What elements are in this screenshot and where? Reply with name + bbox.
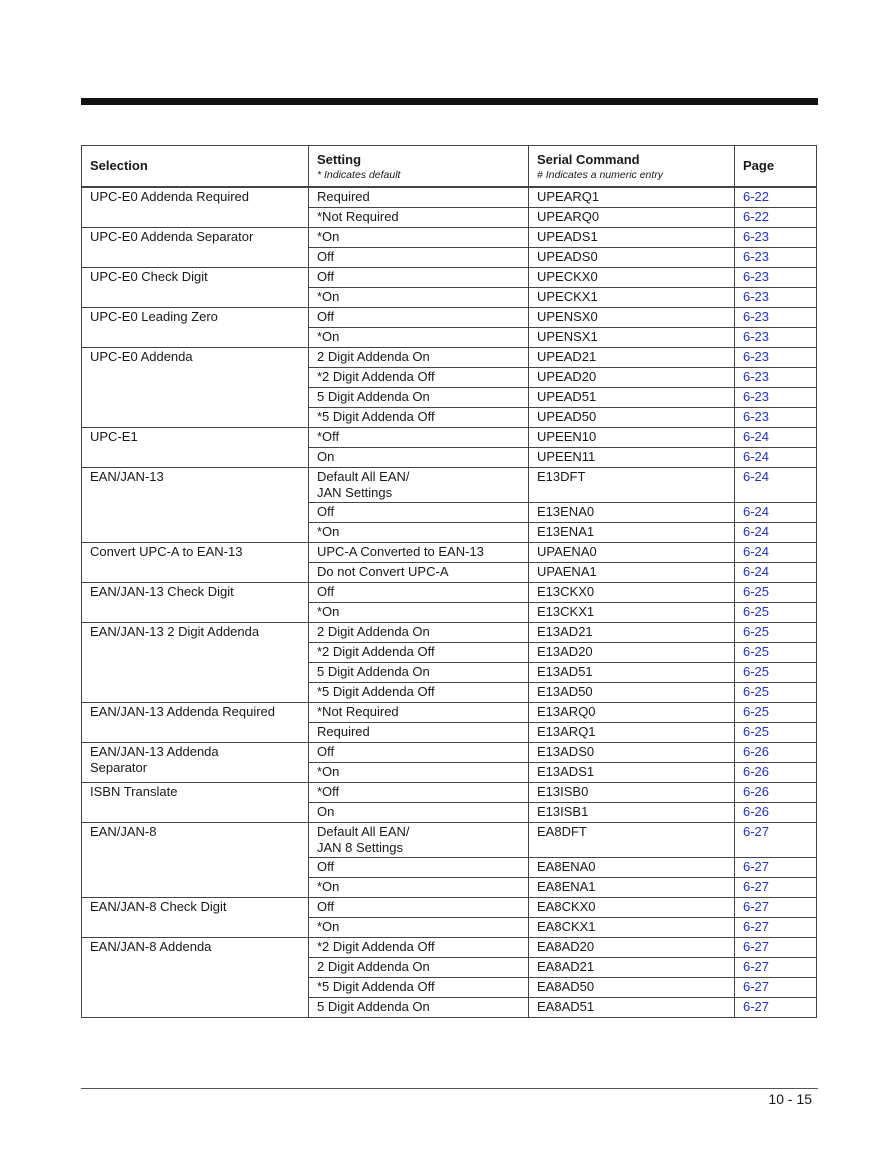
- table-row: [82, 822, 817, 857]
- serial-command-cell: EA8ENA1: [529, 877, 735, 897]
- setting-cell: *Not Required: [309, 702, 529, 722]
- page-link[interactable]: 6-25: [735, 702, 817, 722]
- serial-command-cell: E13ARQ0: [529, 702, 735, 722]
- setting-cell: Off: [309, 502, 529, 522]
- setting-cell: *On: [309, 522, 529, 542]
- table-row: [82, 742, 817, 762]
- setting-cell: Default All EAN/ JAN Settings: [309, 467, 529, 502]
- serial-command-cell: E13ADS0: [529, 742, 735, 762]
- setting-cell: *Not Required: [309, 207, 529, 227]
- header-setting-label: Setting: [317, 151, 362, 167]
- setting-cell: Off: [309, 247, 529, 267]
- setting-cell: Off: [309, 897, 529, 917]
- table-row: [82, 622, 817, 642]
- serial-command-cell: E13ADS1: [529, 762, 735, 782]
- serial-command-cell: EA8AD51: [529, 997, 735, 1017]
- page-link[interactable]: 6-23: [735, 287, 817, 307]
- setting-cell: 5 Digit Addenda On: [309, 997, 529, 1017]
- header-serial-command: [529, 146, 735, 188]
- serial-command-cell: EA8CKX0: [529, 897, 735, 917]
- selection-cell: EAN/JAN-13 Addenda Separator: [82, 742, 309, 782]
- table-row: [82, 267, 817, 287]
- page-link[interactable]: 6-24: [735, 562, 817, 582]
- page-link[interactable]: 6-27: [735, 822, 817, 857]
- setting-cell: *On: [309, 602, 529, 622]
- serial-command-cell: EA8AD20: [529, 937, 735, 957]
- table-row: [82, 467, 817, 502]
- selection-cell: UPC-E0 Leading Zero: [82, 307, 309, 347]
- table-body: [82, 187, 817, 1017]
- serial-command-cell: E13ENA0: [529, 502, 735, 522]
- page-link[interactable]: 6-24: [735, 542, 817, 562]
- page-link[interactable]: 6-24: [735, 427, 817, 447]
- setting-cell: *On: [309, 917, 529, 937]
- setting-cell: *5 Digit Addenda Off: [309, 407, 529, 427]
- setting-cell: Off: [309, 857, 529, 877]
- table-row: [82, 782, 817, 802]
- header-selection-label: Selection: [90, 158, 148, 173]
- page-link[interactable]: 6-26: [735, 782, 817, 802]
- selection-cell: UPC-E0 Addenda Separator: [82, 227, 309, 267]
- page-link[interactable]: 6-23: [735, 387, 817, 407]
- table-row: [82, 937, 817, 957]
- selection-cell: Convert UPC-A to EAN-13: [82, 542, 309, 582]
- header-page-label: Page: [743, 158, 775, 173]
- page-link[interactable]: 6-22: [735, 187, 817, 207]
- setting-cell: 5 Digit Addenda On: [309, 662, 529, 682]
- header-selection: [82, 146, 309, 188]
- page-link[interactable]: 6-27: [735, 857, 817, 877]
- setting-cell: *2 Digit Addenda Off: [309, 642, 529, 662]
- serial-command-cell: E13CKX0: [529, 582, 735, 602]
- serial-command-cell: UPENSX1: [529, 327, 735, 347]
- page-link[interactable]: 6-27: [735, 997, 817, 1017]
- page-link[interactable]: 6-27: [735, 957, 817, 977]
- serial-command-cell: UPEAD21: [529, 347, 735, 367]
- page-link[interactable]: 6-25: [735, 682, 817, 702]
- serial-command-cell: UPENSX0: [529, 307, 735, 327]
- serial-command-cell: E13ARQ1: [529, 722, 735, 742]
- setting-cell: *5 Digit Addenda Off: [309, 977, 529, 997]
- table-row: [82, 897, 817, 917]
- serial-command-cell: UPEARQ1: [529, 187, 735, 207]
- page-link[interactable]: 6-26: [735, 802, 817, 822]
- serial-command-cell: E13AD50: [529, 682, 735, 702]
- serial-command-cell: UPEADS1: [529, 227, 735, 247]
- page-link[interactable]: 6-25: [735, 622, 817, 642]
- selection-cell: EAN/JAN-13 Addenda Required: [82, 702, 309, 742]
- serial-command-cell: EA8CKX1: [529, 917, 735, 937]
- header-row: [82, 146, 817, 188]
- selection-cell: EAN/JAN-13: [82, 467, 309, 542]
- selection-cell: EAN/JAN-13 Check Digit: [82, 582, 309, 622]
- page-link[interactable]: 6-23: [735, 247, 817, 267]
- page-link[interactable]: 6-25: [735, 662, 817, 682]
- serial-command-cell: E13AD21: [529, 622, 735, 642]
- page-link[interactable]: 6-22: [735, 207, 817, 227]
- setting-cell: *On: [309, 327, 529, 347]
- setting-cell: UPC-A Converted to EAN-13: [309, 542, 529, 562]
- page-link[interactable]: 6-23: [735, 347, 817, 367]
- top-rule: [81, 98, 818, 105]
- serial-command-cell: E13AD20: [529, 642, 735, 662]
- selection-cell: EAN/JAN-13 2 Digit Addenda: [82, 622, 309, 702]
- page-link[interactable]: 6-23: [735, 407, 817, 427]
- serial-command-cell: EA8AD21: [529, 957, 735, 977]
- selection-cell: EAN/JAN-8 Addenda: [82, 937, 309, 1017]
- page-link[interactable]: 6-27: [735, 977, 817, 997]
- setting-cell: On: [309, 802, 529, 822]
- page-link[interactable]: 6-24: [735, 467, 817, 502]
- page-link[interactable]: 6-23: [735, 267, 817, 287]
- setting-cell: 5 Digit Addenda On: [309, 387, 529, 407]
- header-serial-note: # Indicates a numeric entry: [537, 168, 664, 181]
- setting-cell: Do not Convert UPC-A: [309, 562, 529, 582]
- header-setting-note: * Indicates default: [317, 168, 401, 181]
- serial-command-cell: EA8ENA0: [529, 857, 735, 877]
- serial-command-cell: EA8DFT: [529, 822, 735, 857]
- selection-cell: UPC-E0 Check Digit: [82, 267, 309, 307]
- page-link[interactable]: 6-26: [735, 742, 817, 762]
- setting-cell: *On: [309, 762, 529, 782]
- setting-cell: *Off: [309, 782, 529, 802]
- setting-cell: *2 Digit Addenda Off: [309, 937, 529, 957]
- table-row: [82, 227, 817, 247]
- serial-command-cell: UPECKX0: [529, 267, 735, 287]
- setting-cell: *Off: [309, 427, 529, 447]
- selection-cell: EAN/JAN-8: [82, 822, 309, 897]
- page-link[interactable]: 6-25: [735, 582, 817, 602]
- setting-cell: Off: [309, 307, 529, 327]
- serial-command-cell: UPEEN11: [529, 447, 735, 467]
- page-link[interactable]: 6-25: [735, 602, 817, 622]
- setting-cell: Off: [309, 742, 529, 762]
- setting-cell: Off: [309, 267, 529, 287]
- page-number: 10 - 15: [768, 1091, 812, 1107]
- setting-cell: 2 Digit Addenda On: [309, 957, 529, 977]
- setting-cell: Off: [309, 582, 529, 602]
- setting-cell: On: [309, 447, 529, 467]
- table-row: [82, 427, 817, 447]
- serial-command-cell: UPECKX1: [529, 287, 735, 307]
- setting-cell: 2 Digit Addenda On: [309, 347, 529, 367]
- setting-cell: Default All EAN/ JAN 8 Settings: [309, 822, 529, 857]
- selection-cell: UPC-E0 Addenda Required: [82, 187, 309, 227]
- serial-command-cell: UPEEN10: [529, 427, 735, 447]
- page-link[interactable]: 6-23: [735, 327, 817, 347]
- header-serial-command-label: Serial Command: [537, 151, 640, 167]
- setting-cell: Required: [309, 722, 529, 742]
- serial-command-table: [81, 145, 817, 1018]
- page-link[interactable]: 6-23: [735, 307, 817, 327]
- table-row: [82, 702, 817, 722]
- setting-cell: *On: [309, 877, 529, 897]
- table-row: [82, 187, 817, 207]
- serial-command-cell: UPEADS0: [529, 247, 735, 267]
- setting-cell: 2 Digit Addenda On: [309, 622, 529, 642]
- page-link[interactable]: 6-27: [735, 937, 817, 957]
- serial-command-cell: E13ENA1: [529, 522, 735, 542]
- serial-command-cell: E13ISB1: [529, 802, 735, 822]
- serial-command-cell: UPAENA1: [529, 562, 735, 582]
- page-link[interactable]: 6-23: [735, 227, 817, 247]
- selection-cell: UPC-E0 Addenda: [82, 347, 309, 427]
- selection-cell: EAN/JAN-8 Check Digit: [82, 897, 309, 937]
- table-row: [82, 542, 817, 562]
- header-setting: [309, 146, 529, 188]
- page-link[interactable]: 6-26: [735, 762, 817, 782]
- serial-command-cell: E13DFT: [529, 467, 735, 502]
- page-link[interactable]: 6-24: [735, 522, 817, 542]
- setting-cell: *On: [309, 287, 529, 307]
- page-link[interactable]: 6-27: [735, 897, 817, 917]
- selection-cell: ISBN Translate: [82, 782, 309, 822]
- page-link[interactable]: 6-24: [735, 502, 817, 522]
- table-header: [82, 146, 817, 188]
- setting-cell: Required: [309, 187, 529, 207]
- page-link[interactable]: 6-25: [735, 642, 817, 662]
- serial-command-cell: EA8AD50: [529, 977, 735, 997]
- serial-command-cell: UPEARQ0: [529, 207, 735, 227]
- page-link[interactable]: 6-24: [735, 447, 817, 467]
- setting-cell: *5 Digit Addenda Off: [309, 682, 529, 702]
- header-page: [735, 146, 817, 188]
- page-link[interactable]: 6-23: [735, 367, 817, 387]
- selection-cell: UPC-E1: [82, 427, 309, 467]
- page-link[interactable]: 6-27: [735, 877, 817, 897]
- table-row: [82, 307, 817, 327]
- serial-command-cell: UPEAD50: [529, 407, 735, 427]
- table-row: [82, 347, 817, 367]
- serial-command-cell: UPAENA0: [529, 542, 735, 562]
- table-row: [82, 582, 817, 602]
- page-link[interactable]: 6-25: [735, 722, 817, 742]
- serial-command-cell: UPEAD51: [529, 387, 735, 407]
- page-link[interactable]: 6-27: [735, 917, 817, 937]
- serial-command-cell: UPEAD20: [529, 367, 735, 387]
- serial-command-cell: E13CKX1: [529, 602, 735, 622]
- footer-rule: [81, 1088, 818, 1089]
- setting-cell: *2 Digit Addenda Off: [309, 367, 529, 387]
- serial-command-cell: E13AD51: [529, 662, 735, 682]
- setting-cell: *On: [309, 227, 529, 247]
- serial-command-cell: E13ISB0: [529, 782, 735, 802]
